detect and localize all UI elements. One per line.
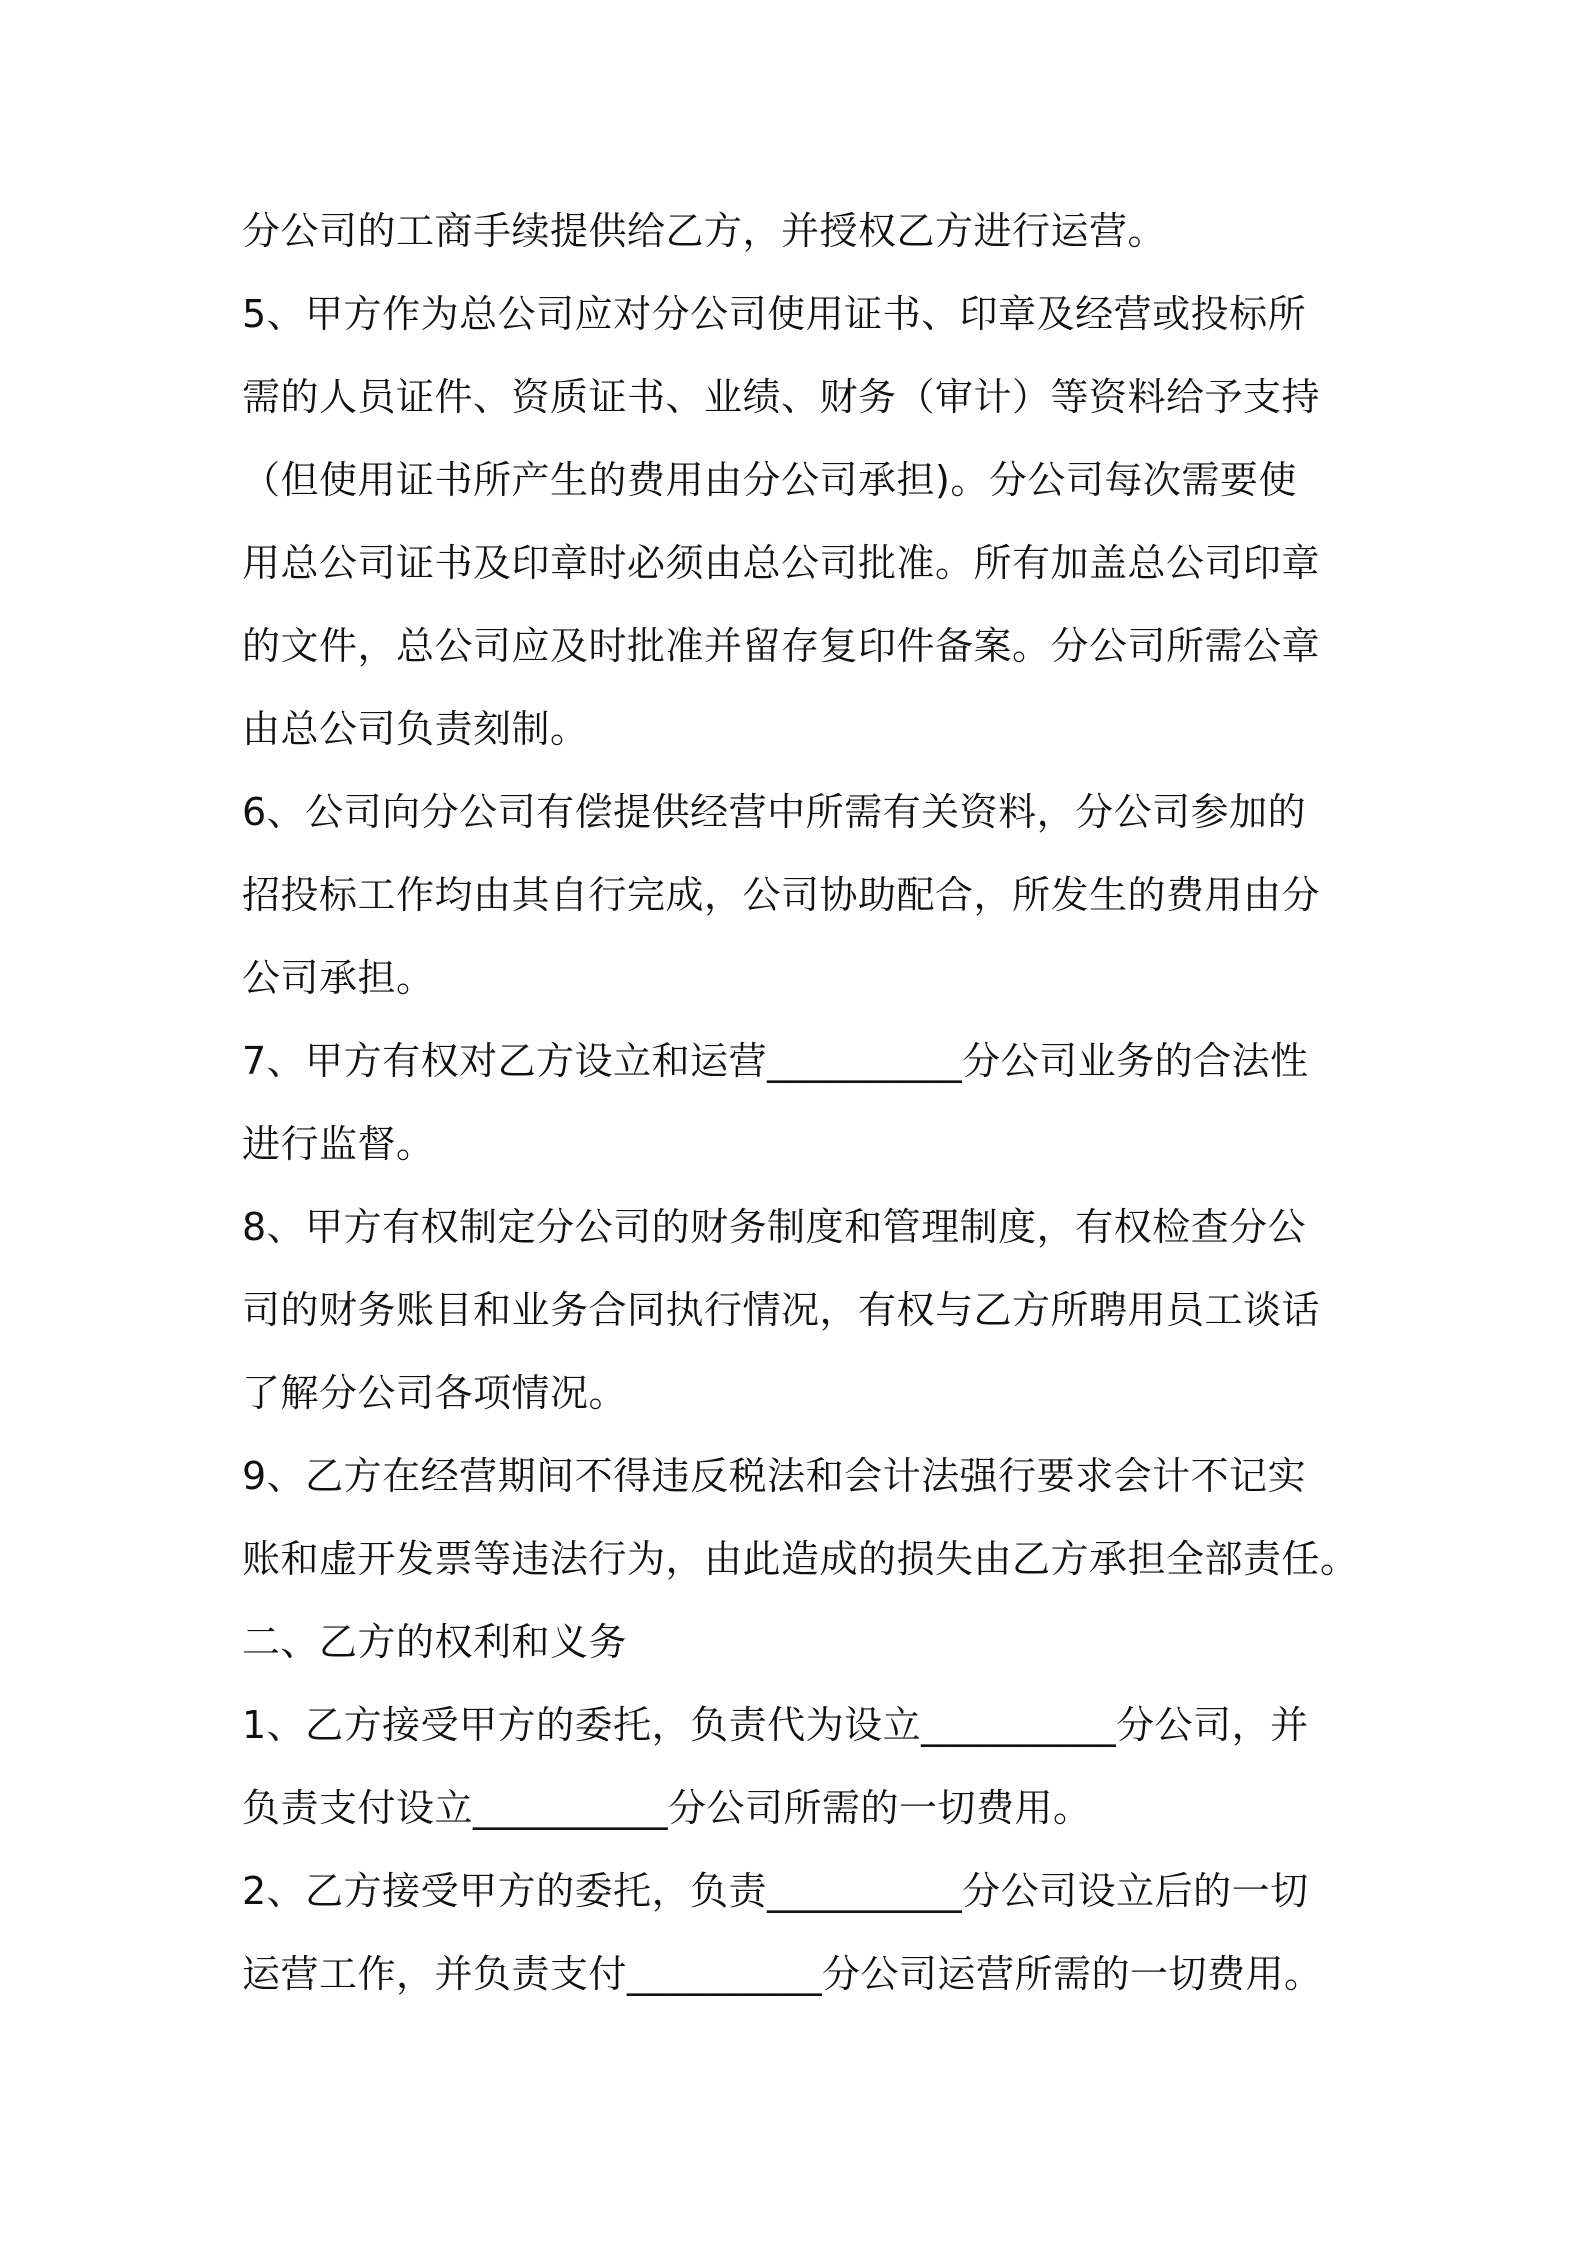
text-line: 5、甲方作为总公司应对分公司使用证书、印章及经营或投标所 — [242, 292, 1307, 336]
text-line: 7、甲方有权对乙方设立和运营__________分公司业务的合法性 — [242, 1039, 1309, 1083]
text-line: 进行监督。 — [242, 1122, 435, 1166]
text-line: 9、乙方在经营期间不得违反税法和会计法强行要求会计不记实 — [242, 1454, 1307, 1498]
text-line: 2、乙方接受甲方的委托，负责__________分公司设立后的一切 — [242, 1869, 1309, 1913]
text-line: 账和虚开发票等违法行为，由此造成的损失由乙方承担全部责任。 — [242, 1537, 1359, 1581]
text-line: 6、公司向分公司有偿提供经营中所需有关资料，分公司参加的 — [242, 790, 1307, 834]
text-line: 1、乙方接受甲方的委托，负责代为设立__________分公司，并 — [242, 1703, 1309, 1747]
text-line: 分公司的工商手续提供给乙方，并授权乙方进行运营。 — [242, 209, 1167, 253]
text-line: 需的人员证件、资质证书、业绩、财务（审计）等资料给予支持 — [242, 375, 1321, 419]
text-line: 8、甲方有权制定分公司的财务制度和管理制度，有权检查分公 — [242, 1205, 1307, 1249]
text-line: 的文件，总公司应及时批准并留存复印件备案。分公司所需公章 — [242, 624, 1321, 668]
text-line: 运营工作，并负责支付__________分公司运营所需的一切费用。 — [242, 1952, 1323, 1996]
document-body — [242, 190, 1362, 2016]
text-line: 负责支付设立__________分公司所需的一切费用。 — [242, 1786, 1092, 1830]
text-line: 用总公司证书及印章时必须由总公司批准。所有加盖总公司印章 — [242, 541, 1321, 585]
section-heading: 二、乙方的权利和义务 — [242, 1620, 628, 1664]
text-line: 招投标工作均由其自行完成，公司协助配合，所发生的费用由分 — [242, 873, 1321, 917]
text-line: 由总公司负责刻制。 — [242, 707, 589, 751]
text-line: 公司承担。 — [242, 956, 435, 1000]
text-line: 了解分公司各项情况。 — [242, 1371, 628, 1415]
text-line: 司的财务账目和业务合同执行情况，有权与乙方所聘用员工谈话 — [242, 1288, 1321, 1332]
text-line: （但使用证书所产生的费用由分公司承担)。分公司每次需要使 — [242, 458, 1297, 502]
